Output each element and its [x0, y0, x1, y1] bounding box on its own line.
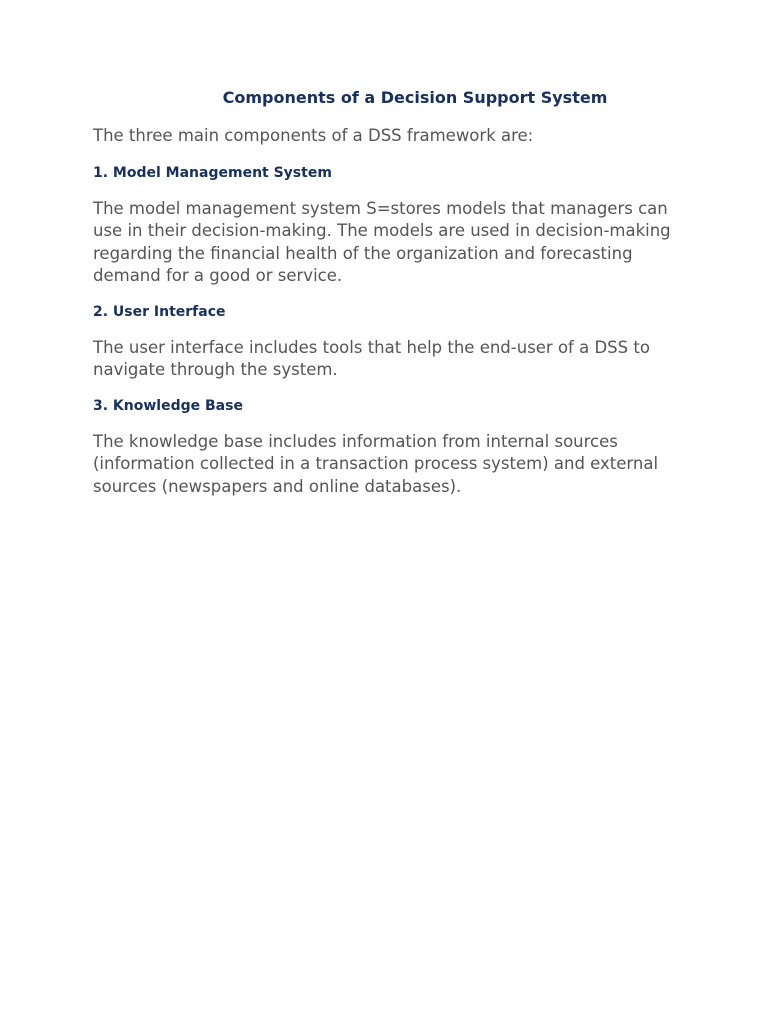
section-heading-user-interface: 2. User Interface	[93, 303, 226, 320]
section-body-knowledge-base: The knowledge base includes information from internal sources (information collected in a transaction process system) and external sources (newspapers and online databases).	[93, 431, 659, 496]
section-heading-model-management: 1. Model Management System	[93, 164, 332, 181]
section-body-user-interface: The user interface includes tools that help the end-user of a DSS to navigate through the system.	[93, 337, 650, 379]
intro-paragraph: The three main components of a DSS framework are:	[93, 126, 534, 145]
section-body-model-management: The model management system S=stores models that managers can use in their decision-making. The models are used in decision-making regarding the financial health of the organization and forecasting demand for a good or service.	[93, 198, 671, 285]
section-heading-knowledge-base: 3. Knowledge Base	[93, 397, 243, 414]
document-content	[93, 86, 683, 512]
document-title: Components of a Decision Support System	[222, 88, 608, 107]
